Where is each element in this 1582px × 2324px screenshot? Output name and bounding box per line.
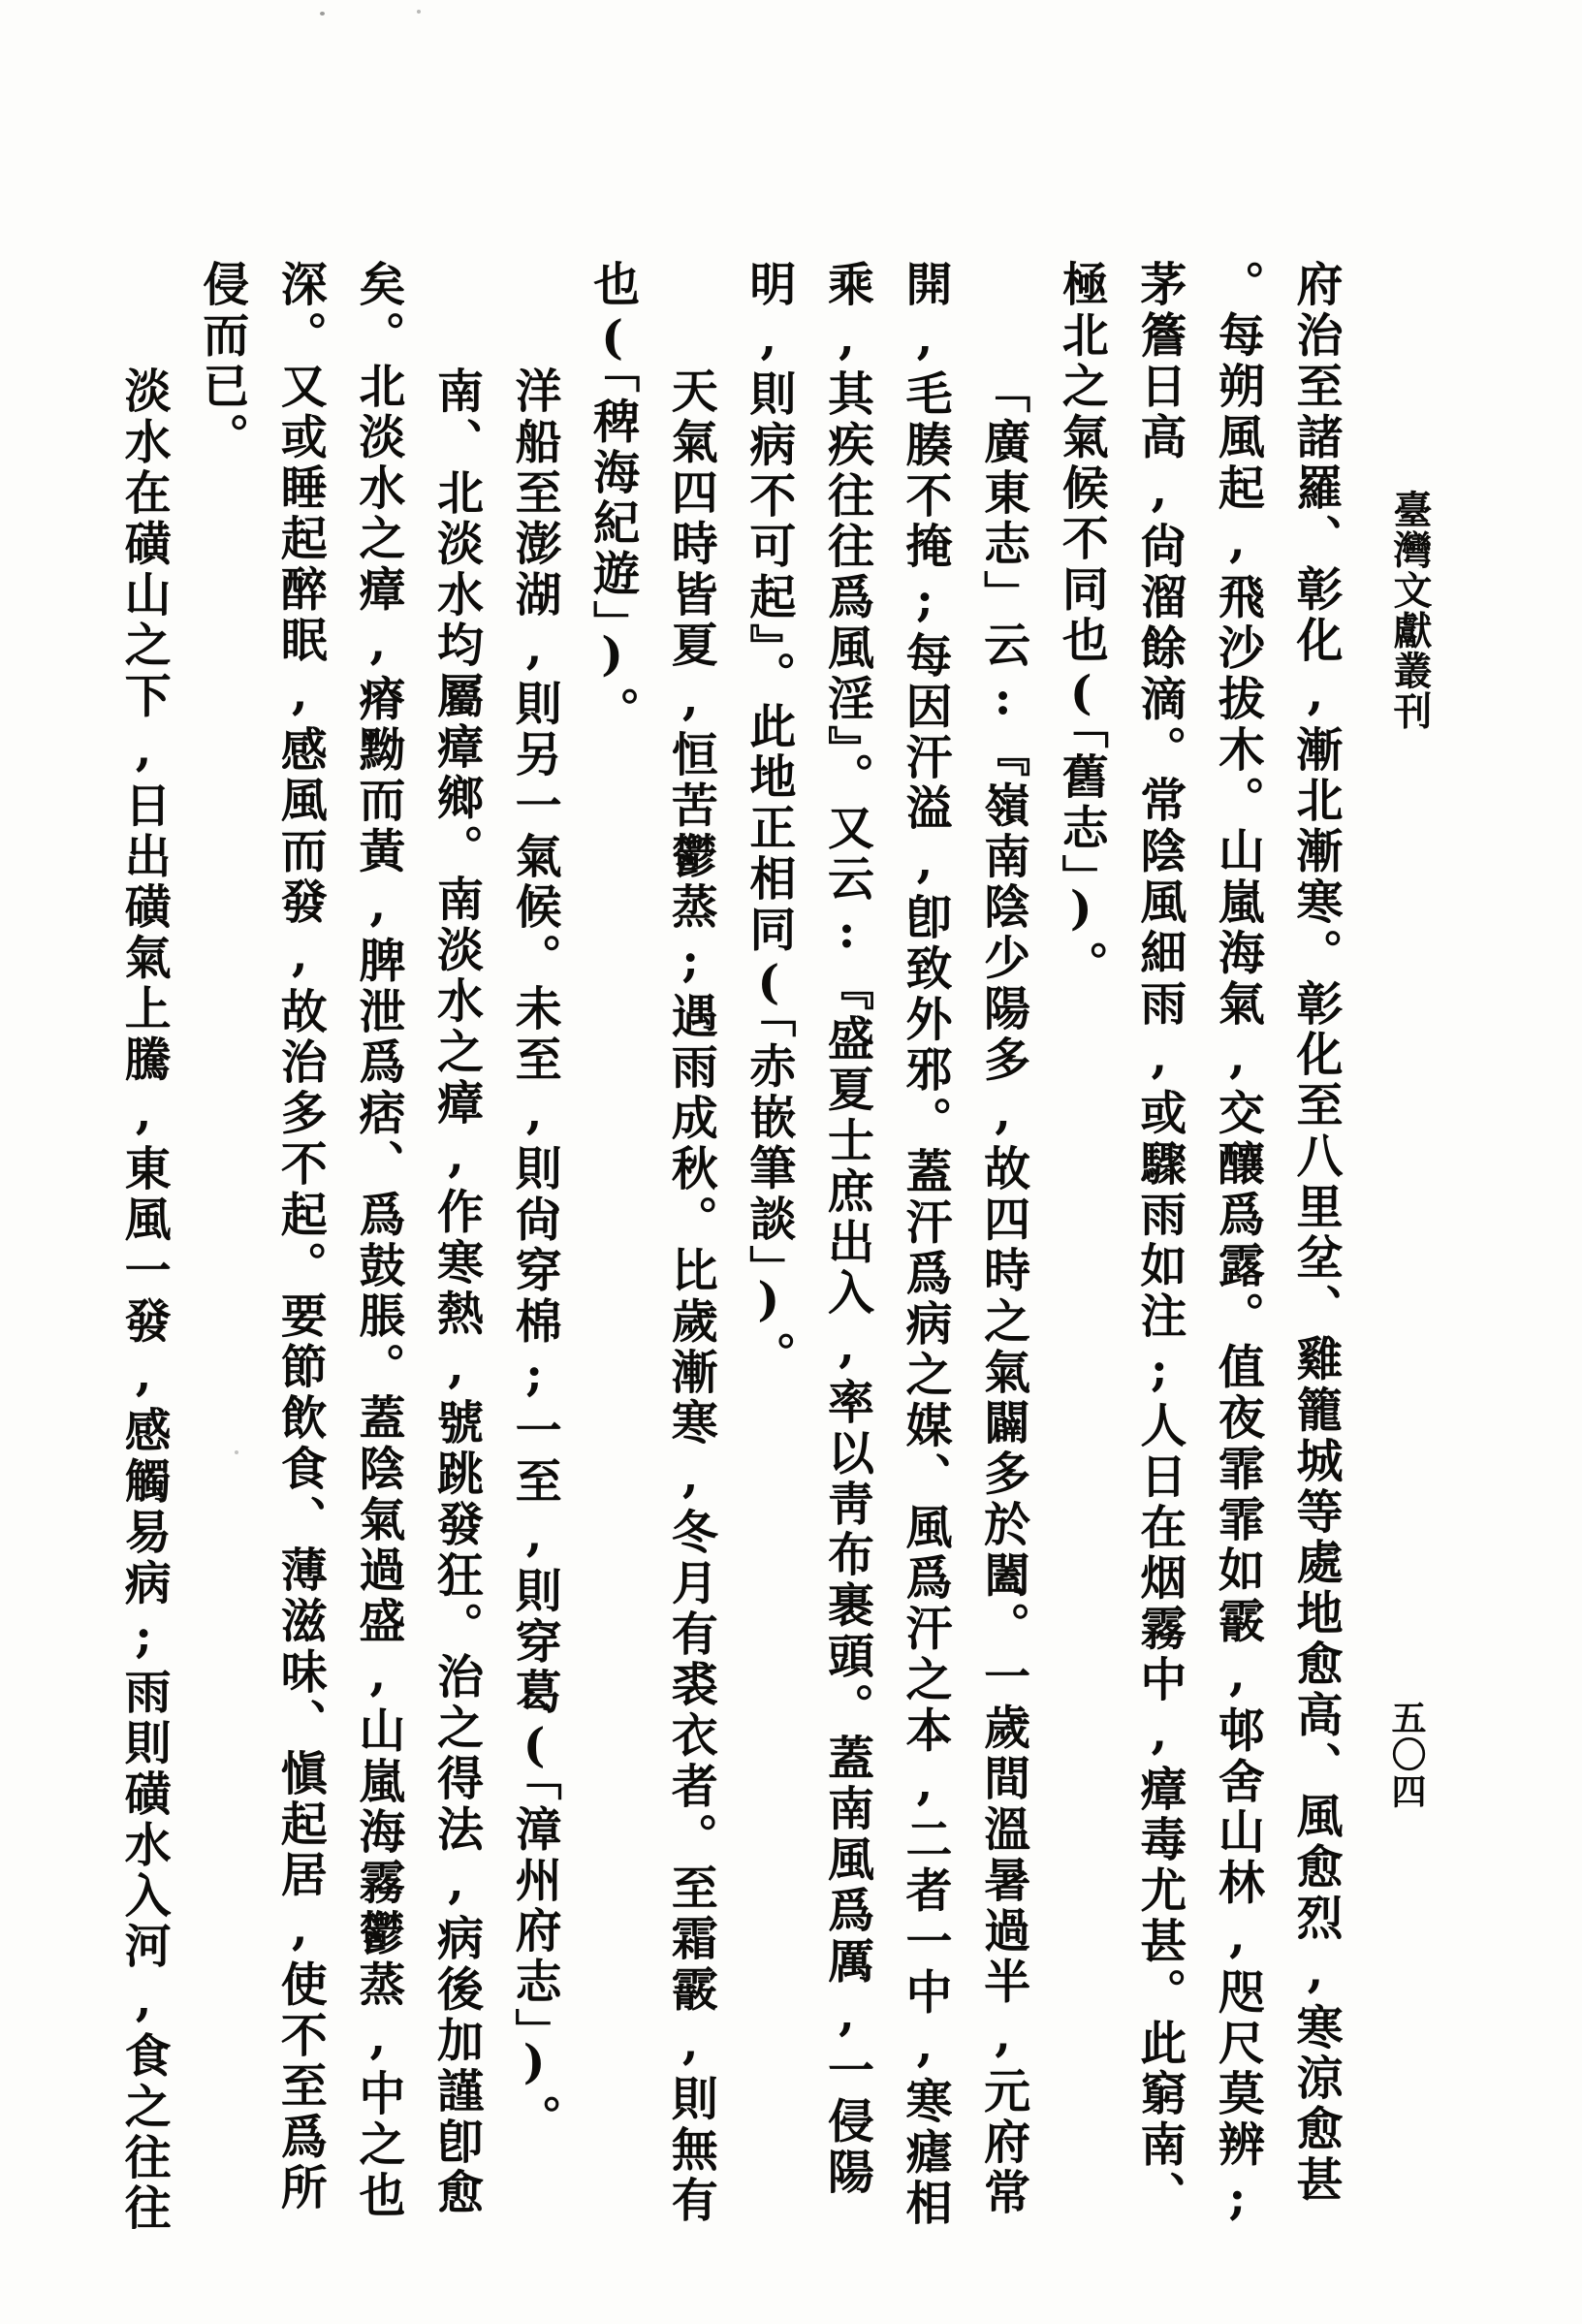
text-column: 。每朔風起,飛沙拔木。山嵐海氣,交釀爲露。值夜霏霏如霰,邨舍山林,咫尺莫辨; [1210,260,1265,2230]
scan-speck [417,10,421,14]
text-column: 天氣四時皆夏,恒苦鬱蒸;遇雨成秋。比歲漸寒,冬月有裘衣者。至霜霰,則無有 [663,366,718,2227]
text-block [102,260,1354,2235]
text-column: 乘,其疾往往爲風淫』。又云:『盛夏士庶出入,率以靑布裹頭。蓋南風爲厲,一侵陽 [819,260,874,2199]
text-column: 南、北淡水均屬瘴鄉。南淡水之瘴,作寒熱,號跳發狂。治之得法,病後加謹卽愈 [428,366,484,2219]
text-column: 深。又或睡起醉眠,感風而發,故治多不起。要節飲食、薄滋味、愼起居,使不至爲所 [272,260,328,2214]
text-column: 極北之氣候不同也(「舊志」)。 [1054,260,1109,991]
scan-speck [320,12,325,16]
text-column: 洋船至澎湖,則另一氣候。未至,則尙穿棉;一至,則穿葛(「漳州府志」)。 [507,366,562,2145]
text-column: 「廣東志」云:『嶺南陰少陽多,故四時之氣闢多於闔。一歲間溫暑過半,元府常 [975,366,1030,2219]
text-column: 開,毛腠不掩;每因汗溢,卽致外邪。蓋汗爲病之媒、風爲汗之本,二者一中,寒瘧相 [898,260,953,2230]
text-column: 也(「稗海紀遊」)。 [585,260,640,737]
text-column: 矣。北淡水之瘴,瘠黝而黃,脾泄爲痞、爲鼓脹。蓋陰氣過盛,山嵐海霧鬱蒸,中之也 [350,260,405,2222]
text-column: 侵而已。 [194,260,249,463]
text-column: 茅簷日高,尙溜餘滴。常陰風細雨,或驟雨如注;人日在烟霧中,瘴毒尤甚。此窮南、 [1131,260,1186,2222]
text-column: 淡水在磺山之下,日出磺氣上騰,東風一發,感觸易病;雨則磺水入河,食之往往 [116,366,172,2235]
series-title: 臺灣文獻叢刊 [1387,490,1433,731]
page-number: 五〇四 [1386,1700,1427,1810]
text-column: 府治至諸羅、彰化,漸北漸寒。彰化至八里坌、雞籠城等處地愈高、風愈烈,寒涼愈甚 [1288,260,1343,2207]
text-column: 明,則病不可起』。此地正相同(「赤嵌筆談」)。 [741,260,796,1383]
